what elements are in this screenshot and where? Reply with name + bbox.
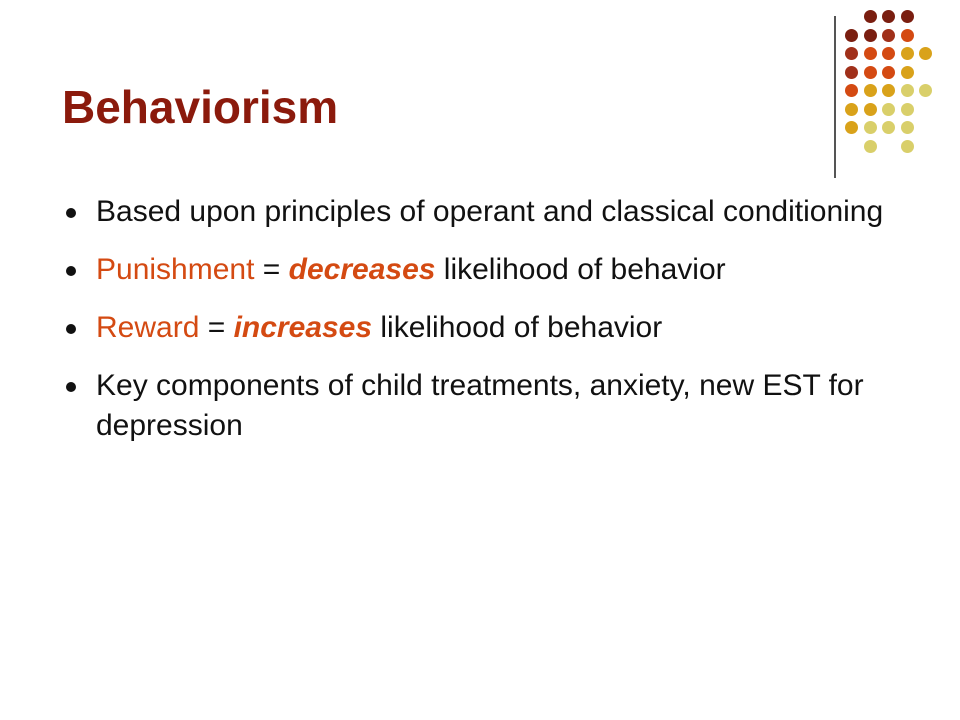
decorative-dot	[901, 29, 914, 42]
vertical-divider	[834, 16, 836, 178]
decorative-dot	[901, 66, 914, 79]
decorative-dot	[882, 84, 895, 97]
decorative-dot-grid	[845, 10, 945, 160]
bullet-text-segment: increases	[233, 311, 373, 344]
decorative-dot	[882, 103, 895, 116]
bullet-text-segment: decreases	[288, 253, 436, 286]
bullet-text-segment: =	[199, 311, 234, 344]
bullet-text-segment: likelihood of behavior	[435, 253, 726, 286]
decorative-dot	[901, 84, 914, 97]
decorative-dot	[864, 66, 877, 79]
decorative-dot	[882, 29, 895, 42]
decorative-dot	[864, 140, 877, 153]
bullet-text-segment: Punishment	[96, 253, 255, 286]
decorative-dot	[845, 66, 858, 79]
decorative-dot	[882, 121, 895, 134]
decorative-dot	[919, 47, 932, 60]
bullet-item	[66, 192, 926, 232]
decorative-dot	[845, 47, 858, 60]
decorative-dot	[864, 121, 877, 134]
decorative-dot	[901, 10, 914, 23]
bullet-marker-icon	[66, 382, 76, 392]
bullet-text-segment: Based upon principles of operant and classical conditioning	[96, 195, 884, 228]
decorative-dot	[864, 84, 877, 97]
bullet-item	[66, 250, 926, 290]
decorative-dot	[901, 140, 914, 153]
decorative-dot	[864, 103, 877, 116]
bullet-marker-icon	[66, 208, 76, 218]
decorative-dot	[845, 29, 858, 42]
bullet-text-segment: =	[254, 253, 289, 286]
bullet-marker-icon	[66, 324, 76, 334]
bullet-list	[66, 192, 926, 464]
decorative-dot	[901, 103, 914, 116]
decorative-dot	[845, 103, 858, 116]
decorative-dot	[901, 47, 914, 60]
decorative-dot	[845, 121, 858, 134]
decorative-dot	[882, 47, 895, 60]
bullet-marker-icon	[66, 266, 76, 276]
decorative-dot	[882, 66, 895, 79]
decorative-dot	[864, 10, 877, 23]
slide-title: Behaviorism	[62, 81, 339, 133]
decorative-dot	[864, 29, 877, 42]
decorative-dot	[882, 10, 895, 23]
bullet-text-segment: likelihood of behavior	[372, 311, 663, 344]
decorative-dot	[845, 84, 858, 97]
decorative-dot	[901, 121, 914, 134]
bullet-text-segment: Reward	[96, 311, 200, 344]
decorative-dot	[864, 47, 877, 60]
bullet-item	[66, 366, 926, 446]
bullet-item	[66, 308, 926, 348]
decorative-dot	[919, 84, 932, 97]
bullet-text-segment: Key components of child treatments, anxiety, new EST for depression	[96, 369, 864, 442]
